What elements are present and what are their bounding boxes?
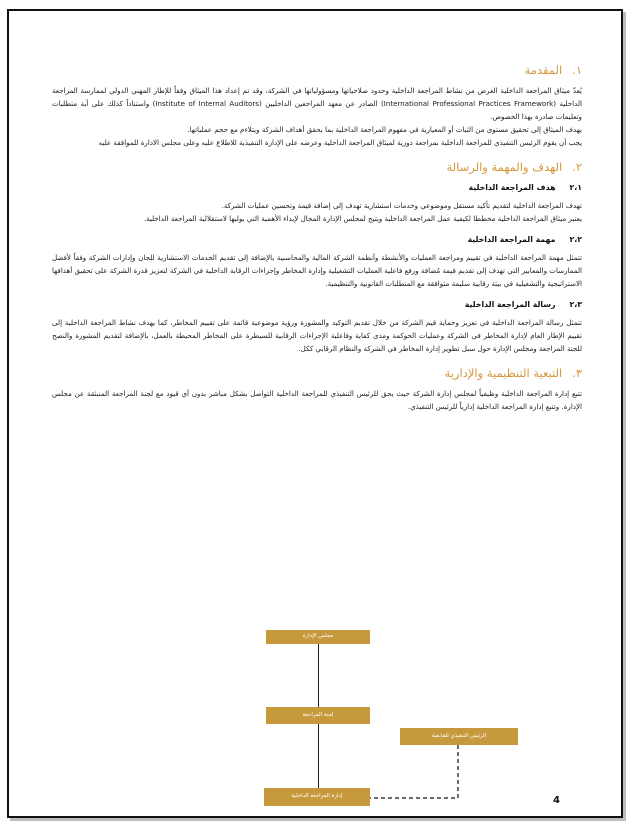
paragraph: تتبع إدارة المراجعة الداخلية وظيفياً لمجلس إدارة الشركة حيث يحق للرئيس التنفيذي للمراجعة الداخلية التواصل بشكل مباشر بدون أي قيود مع لجنة المراجعة المنبثقة عن مجلس الإدارة. وتتبع إدارة المراجعة الداخلية إدارياً للرئيس التنفيذي. [52,389,582,411]
section-number: ٢. [572,160,582,174]
internal-audit-label: إدارة المراجعة الداخلية [291,793,343,800]
subsection-title: هدف المراجعة الداخلية [468,183,556,192]
section-title: الهدف والمهمة والرسالة [446,160,563,174]
subsection-number: ٢،١ [569,183,582,192]
section-title: التبعية التنظيمية والإدارية [444,366,563,380]
paragraph: تتمثل مهمة المراجعة الداخلية في تقييم ومراجعة العمليات والأنشطة وأنظمة الشركة المالية والمحاسبية بالإضافة إلى تقديم الخدمات الاستشارية للجان وإدارات الشركة وفقاً لأفضل الممارسات والمعايير التي تهدف إلى تقديم قيمة مُضافة ورفع فاعلية العمليات التشغيلية وإدارة المخاطر وإجراءات الرقابة الداخلية في الشركة لتعزيز قدرة الشركة على تحقيق أهدافها الاستراتيجية والتشغيلية في بيئة رقابية سليمة متوافقة مع المتطلبات القانونية والتنظيمية. [52,253,582,288]
subsection-heading [52,181,582,195]
section-purpose-heading [52,159,582,175]
paragraph: يهدف الميثاق إلى تحقيق مستوى من الثبات أو المعيارية في مفهوم المراجعة الداخلية بما يحقق أهداف الشركة ويتلاءم مع حجم عملياتها. [187,125,582,134]
page-number: 4 [553,795,560,806]
paragraph: تهدف المراجعة الداخلية لتقديم تأكيد مستقل وموضوعي وخدمات استشارية تهدف إلى إضافة قيمة وتحسين عمليات الشركة. [221,201,582,210]
section-number: ١. [572,63,582,77]
section-reporting-heading [52,365,582,381]
paragraph: يجب أن يقوم الرئيس التنفيذي للمراجعة الداخلية بمراجعة دورية لميثاق المراجعة الداخلية وعرضه على الإدارة التنفيذية للاطلاع عليه وعلى مجلس الادارة للموافقة عليه [98,138,582,147]
subsection-heading [52,298,582,312]
subsection-heading [52,233,582,247]
paragraph: يعتبر ميثاق المراجعة الداخلية مخططا لكيفية عمل المراجعة الداخلية ويتيح لمجلس الإدارة المجال لإبداء الأهمية التي يوليها لاستقلالية المراجعة الداخلية. [143,214,582,223]
paragraph: تتمثل رسالة المراجعة الداخلية في تعزيز وحماية قيم الشركة من خلال تقديم التوكيد والمشورة ورؤية موضوعية قائمة على تقييم المخاطر، كما يهدف نشاط المراجعة الداخلية إلى تقييم الإطار العام لإدارة المخاطر في الشركة وعمليات الحوكمة ومدى كفاية وفاعلية الإجراءات الرقابية للسيطرة على المخاطر المحيطة بالعمل، بالإضافة لتقديم المشورة والنصح للجنة المراجعة ومجلس الإدارة حول سبل تطوير إدارة المخاطر في الشركة والنظام الرقابي ككل. [52,318,582,353]
ceo-label: الرئيس التنفيذي للقابضة [431,732,487,739]
paragraph: يُعدّ ميثاق المراجعة الداخلية الغرض من نشاط المراجعة الداخلية وحدود صلاحياتها ومسؤولياتها في الشركة، وقد تم إعداد هذا الميثاق وفقاً للإطار المهني الدولي لممارسة المراجعة الداخلية (International Professional Practices Framework) الصادر عن معهد المراجعين الداخليين (Institute of Internal Auditors) واستناداً كذلك على أية متطلبات وتعليمات صادرة بهذا الخصوص. [52,86,582,121]
section-title: المقدمة [524,63,563,77]
document-body [52,62,582,413]
section-number: ٣. [572,366,582,380]
section-intro-heading [52,62,582,78]
subsection-number: ٢،٢ [569,235,582,244]
audit-committee-label: لجنة المراجعة [302,711,334,718]
board-label: مجلس الإدارة [302,633,334,640]
subsection-title: رسالة المراجعة الداخلية [464,300,556,309]
subsection-number: ٢،٣ [569,300,582,309]
subsection-title: مهمة المراجعة الداخلية [467,235,556,244]
